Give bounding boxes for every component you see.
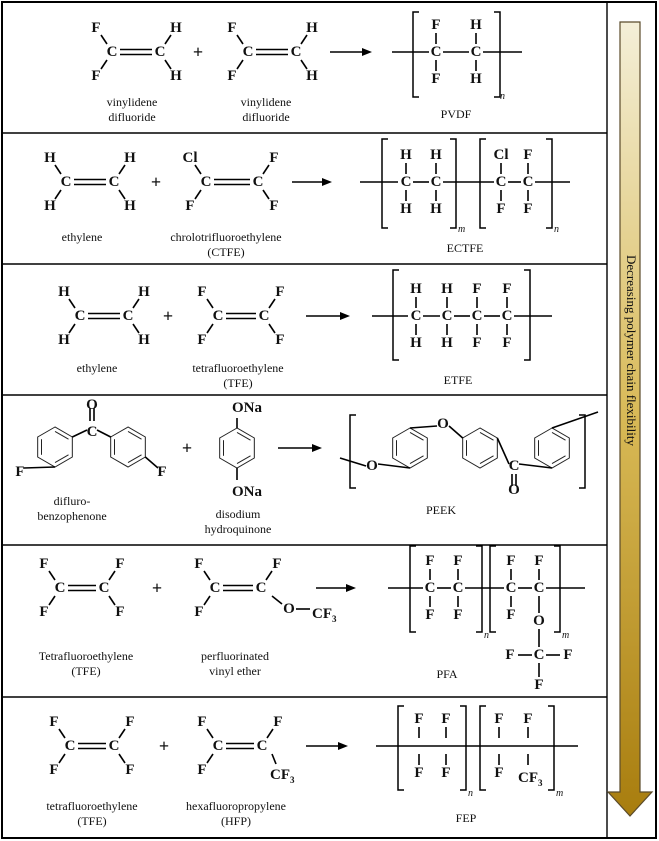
- bond-line: [552, 412, 598, 428]
- reaction-row-pvdf: [91, 12, 522, 124]
- bracket-right: [548, 706, 554, 790]
- bracket-left: [480, 706, 486, 790]
- bond-line: [267, 729, 273, 738]
- bond-line: [101, 60, 107, 69]
- reaction-row-etfe: [58, 270, 552, 390]
- bond-line: [49, 596, 55, 605]
- benzene-ring: [38, 427, 73, 467]
- bond-line: [119, 729, 125, 738]
- fluorine-atom: F: [157, 464, 167, 480]
- bond-line: [119, 190, 125, 199]
- oxygen-atom: O: [508, 482, 520, 498]
- carbon-atom: C: [505, 580, 517, 596]
- substituent-atom: F: [273, 714, 283, 730]
- substituent-atom: H: [138, 284, 150, 300]
- substituent-atom: F: [494, 711, 504, 727]
- substituent-atom: F: [197, 332, 207, 348]
- reaction-arrow-icon: [312, 444, 322, 452]
- substituent-atom: F: [441, 711, 451, 727]
- benzene-ring: [393, 428, 428, 468]
- bond-line: [480, 456, 494, 464]
- bond-line: [269, 324, 275, 333]
- bond-line: [128, 431, 142, 439]
- substituent-atom: F: [431, 71, 441, 87]
- reactant-label: hexafluoropropylene (HFP): [186, 799, 286, 828]
- substituent-atom: H: [170, 20, 182, 36]
- substituent-atom: F: [523, 711, 533, 727]
- bond-line: [378, 464, 410, 468]
- carbon-atom: C: [258, 308, 270, 324]
- bond-line: [195, 190, 201, 199]
- bond-line: [145, 457, 158, 468]
- substituent-atom: H: [470, 17, 482, 33]
- reaction-arrow-icon: [346, 584, 356, 592]
- substituent-atom: F: [125, 714, 135, 730]
- carbon-atom: C: [424, 580, 436, 596]
- substituent-atom: H: [138, 332, 150, 348]
- carbon-atom: C: [200, 174, 212, 190]
- bond-line: [49, 571, 55, 580]
- carbon-atom: C: [430, 174, 442, 190]
- substituent-atom: F: [49, 762, 59, 778]
- bond-line: [97, 430, 111, 437]
- substituent-atom: F: [472, 281, 482, 297]
- plus-sign: +: [181, 438, 193, 458]
- bond-line: [272, 754, 276, 764]
- plus-sign: +: [151, 578, 163, 598]
- bond-line: [410, 456, 424, 464]
- carbon-atom: C: [242, 44, 254, 60]
- repeat-subscript: m: [562, 630, 570, 641]
- bracket-left: [393, 270, 399, 360]
- carbon-atom: C: [122, 308, 134, 324]
- benzene-ring: [535, 428, 570, 468]
- substituent-atom: F: [502, 335, 512, 351]
- substituent-atom: F: [414, 765, 424, 781]
- oxygen-atom: O: [283, 601, 295, 617]
- substituent-atom: F: [275, 284, 285, 300]
- carbon-atom: C: [471, 308, 483, 324]
- bond-line: [301, 60, 307, 69]
- substituent-atom: F: [275, 332, 285, 348]
- substituent-atom: H: [400, 201, 412, 217]
- substituent-atom: F: [91, 68, 101, 84]
- substituent-atom: H: [124, 150, 136, 166]
- substituent-atom: F: [506, 553, 516, 569]
- sodium-oxide-group: ONa: [232, 484, 262, 500]
- substituent-atom: F: [227, 20, 237, 36]
- bond-line: [207, 729, 213, 738]
- carbon-atom: C: [501, 308, 513, 324]
- bracket-right: [450, 139, 456, 228]
- reactant-label: tetrafluoroethylene (TFE): [192, 361, 284, 390]
- bond-line: [263, 190, 269, 199]
- bond-line: [340, 458, 366, 466]
- repeat-subscript: m: [556, 788, 564, 799]
- bond-line: [272, 596, 282, 604]
- bond-line: [24, 467, 55, 468]
- substituent-atom: F: [431, 17, 441, 33]
- bond-line: [263, 165, 269, 174]
- bond-line: [165, 60, 171, 69]
- carbon-atom: C: [106, 44, 118, 60]
- bond-line: [269, 299, 275, 308]
- oxygen-atom: O: [86, 397, 98, 413]
- product-label: FEP: [455, 811, 477, 825]
- carbon-atom: C: [86, 424, 98, 440]
- carbon-atom: C: [252, 174, 264, 190]
- bond-line: [237, 35, 243, 44]
- substituent-atom: F: [534, 553, 544, 569]
- sodium-oxide-group: ONa: [232, 400, 262, 416]
- bond-line: [207, 754, 213, 763]
- plus-sign: +: [162, 306, 174, 326]
- repeat-subscript: n: [554, 224, 559, 235]
- substituent-atom: F: [269, 150, 279, 166]
- substituent-atom: F: [425, 607, 435, 623]
- substituent-atom: F: [227, 68, 237, 84]
- reactant-label: perfluorinated vinyl ether: [201, 649, 269, 678]
- substituent-atom: F: [91, 20, 101, 36]
- substituent-atom: H: [410, 281, 422, 297]
- bond-line: [237, 432, 251, 440]
- bracket-left: [490, 546, 496, 632]
- bond-line: [237, 456, 251, 464]
- substituent-atom: H: [400, 147, 412, 163]
- carbon-atom: C: [255, 580, 267, 596]
- reactant-label: disodium hydroquinone: [204, 507, 272, 536]
- figure-frame: [2, 2, 656, 838]
- bond-line: [72, 430, 87, 437]
- carbon-atom: C: [212, 308, 224, 324]
- reaction-arrow-icon: [362, 48, 372, 56]
- substituent-atom: F: [523, 201, 533, 217]
- substituent-atom: H: [441, 335, 453, 351]
- flexibility-arrow: [608, 22, 652, 816]
- repeat-subscript: m: [458, 224, 466, 235]
- substituent-atom: F: [197, 714, 207, 730]
- carbon-atom: C: [74, 308, 86, 324]
- substituent-atom: H: [430, 201, 442, 217]
- benzene-ring: [463, 428, 498, 468]
- trifluoromethyl-group: $CF_3$: [518, 770, 543, 788]
- bracket-left: [410, 546, 416, 632]
- bond-line: [204, 596, 210, 605]
- substituent-atom: F: [269, 198, 279, 214]
- carbon-atom: C: [533, 647, 545, 663]
- product-label: PVDF: [440, 107, 472, 121]
- bond-line: [109, 571, 115, 580]
- benzene-ring: [111, 427, 146, 467]
- reaction-row-peek: [15, 397, 598, 536]
- substituent-atom: H: [306, 20, 318, 36]
- substituent-atom: H: [170, 68, 182, 84]
- carbon-atom: C: [212, 738, 224, 754]
- fluorine-atom: F: [505, 647, 515, 663]
- oxygen-atom: O: [533, 613, 545, 629]
- oxygen-atom: O: [437, 416, 449, 432]
- bond-line: [55, 455, 69, 463]
- substituent-atom: F: [197, 762, 207, 778]
- reactant-label: ethylene: [76, 361, 118, 375]
- carbon-atom: C: [400, 174, 412, 190]
- bond-line: [55, 431, 69, 439]
- carbon-atom: C: [98, 580, 110, 596]
- substituent-atom: F: [272, 556, 282, 572]
- bond-line: [552, 456, 566, 464]
- bond-line: [301, 35, 307, 44]
- bracket-right: [524, 270, 530, 360]
- carbon-atom: C: [108, 738, 120, 754]
- substituent-atom: F: [523, 147, 533, 163]
- reactant-label: difluro-benzophenone: [37, 494, 107, 523]
- bracket-left: [413, 12, 419, 97]
- reactant-label: vinylidene difluoride: [106, 95, 158, 124]
- carbon-atom: C: [508, 458, 520, 474]
- substituent-atom: F: [425, 553, 435, 569]
- carbon-atom: C: [209, 580, 221, 596]
- oxygen-atom: O: [366, 458, 378, 474]
- plus-sign: +: [158, 736, 170, 756]
- substituent-atom: Cl: [182, 150, 198, 166]
- fluorine-atom: F: [534, 677, 544, 693]
- substituent-atom: F: [197, 284, 207, 300]
- fluorine-atom: F: [15, 464, 25, 480]
- plus-sign: +: [192, 42, 204, 62]
- bond-line: [266, 571, 272, 580]
- reactant-label: chrolotrifluoroethylene (CTFE): [170, 230, 282, 259]
- trifluoromethyl-group: $CF_3$: [312, 606, 337, 624]
- substituent-atom: H: [306, 68, 318, 84]
- carbon-atom: C: [108, 174, 120, 190]
- bond-line: [133, 324, 139, 333]
- repeat-subscript: n: [500, 91, 505, 102]
- substituent-atom: F: [115, 604, 125, 620]
- bracket-left: [382, 139, 388, 228]
- substituent-atom: F: [115, 556, 125, 572]
- substituent-atom: F: [39, 556, 49, 572]
- bond-line: [69, 299, 75, 308]
- bond-line: [55, 165, 61, 174]
- repeat-subscript: n: [484, 630, 489, 641]
- substituent-atom: H: [58, 284, 70, 300]
- substituent-atom: F: [49, 714, 59, 730]
- bond-line: [109, 596, 115, 605]
- reactant-label: ethylene: [61, 230, 103, 244]
- carbon-atom: C: [256, 738, 268, 754]
- carbon-atom: C: [290, 44, 302, 60]
- carbon-atom: C: [470, 44, 482, 60]
- substituent-atom: F: [496, 201, 506, 217]
- carbon-atom: C: [410, 308, 422, 324]
- substituent-atom: H: [430, 147, 442, 163]
- substituent-atom: F: [494, 765, 504, 781]
- repeat-subscript: n: [468, 788, 473, 799]
- substituent-atom: F: [414, 711, 424, 727]
- bond-line: [128, 455, 142, 463]
- carbon-atom: C: [533, 580, 545, 596]
- bond-line: [119, 165, 125, 174]
- carbon-atom: C: [441, 308, 453, 324]
- reaction-row-fep: [46, 706, 578, 828]
- benzene-ring: [220, 428, 255, 468]
- substituent-atom: Cl: [493, 147, 509, 163]
- bond-line: [237, 60, 243, 69]
- product-label: ETFE: [443, 373, 473, 387]
- product-label: ECTFE: [446, 241, 484, 255]
- reaction-arrow-icon: [340, 312, 350, 320]
- substituent-atom: H: [44, 150, 56, 166]
- bond-line: [552, 432, 566, 440]
- bond-line: [207, 324, 213, 333]
- bond-line: [119, 754, 125, 763]
- bond-line: [480, 432, 494, 440]
- carbon-atom: C: [495, 174, 507, 190]
- bracket-right: [579, 415, 585, 488]
- fluorine-atom: F: [563, 647, 573, 663]
- bond-line: [410, 432, 424, 440]
- bond-line: [165, 35, 171, 44]
- substituent-atom: F: [441, 765, 451, 781]
- bracket-right: [494, 12, 500, 97]
- reactant-label: Tetrafluoroethylene (TFE): [38, 649, 134, 678]
- reaction-arrow-icon: [322, 178, 332, 186]
- substituent-atom: H: [58, 332, 70, 348]
- reaction-row-ectfe: [44, 139, 570, 259]
- carbon-atom: C: [452, 580, 464, 596]
- bracket-left: [350, 415, 356, 488]
- substituent-atom: F: [39, 604, 49, 620]
- carbon-atom: C: [60, 174, 72, 190]
- substituent-atom: H: [124, 198, 136, 214]
- bracket-left: [398, 706, 404, 790]
- bond-line: [133, 299, 139, 308]
- substituent-atom: F: [194, 604, 204, 620]
- substituent-atom: H: [470, 71, 482, 87]
- bracket-left: [480, 139, 486, 228]
- substituent-atom: F: [453, 607, 463, 623]
- carbon-atom: C: [430, 44, 442, 60]
- bracket-right: [546, 139, 552, 228]
- arrow-label: Decreasing polymer chain flexibility: [624, 255, 639, 446]
- substituent-atom: H: [410, 335, 422, 351]
- bond-line: [449, 426, 463, 438]
- carbon-atom: C: [54, 580, 66, 596]
- bond-line: [497, 438, 509, 464]
- product-label: PFA: [436, 667, 458, 681]
- substituent-atom: F: [125, 762, 135, 778]
- bracket-right: [476, 546, 482, 632]
- bond-line: [59, 754, 65, 763]
- bond-line: [69, 324, 75, 333]
- carbon-atom: C: [522, 174, 534, 190]
- carbon-atom: C: [64, 738, 76, 754]
- reaction-arrow-icon: [338, 742, 348, 750]
- bracket-right: [554, 546, 560, 632]
- substituent-atom: F: [453, 553, 463, 569]
- reactant-label: vinylidene difluoride: [240, 95, 292, 124]
- substituent-atom: F: [506, 607, 516, 623]
- carbon-atom: C: [154, 44, 166, 60]
- reaction-row-pfa: [39, 546, 585, 693]
- bond-line: [195, 165, 201, 174]
- bond-line: [204, 571, 210, 580]
- substituent-atom: F: [472, 335, 482, 351]
- product-label: PEEK: [426, 503, 456, 517]
- substituent-atom: F: [185, 198, 195, 214]
- substituent-atom: H: [441, 281, 453, 297]
- plus-sign: +: [150, 172, 162, 192]
- bond-line: [55, 190, 61, 199]
- bond-line: [207, 299, 213, 308]
- reactant-label: tetrafluoroethylene (TFE): [46, 799, 138, 828]
- substituent-atom: F: [502, 281, 512, 297]
- trifluoromethyl-group: $CF_3$: [270, 767, 295, 785]
- bond-line: [410, 426, 437, 428]
- bond-line: [59, 729, 65, 738]
- substituent-atom: F: [194, 556, 204, 572]
- substituent-atom: H: [44, 198, 56, 214]
- bond-line: [101, 35, 107, 44]
- bracket-right: [460, 706, 466, 790]
